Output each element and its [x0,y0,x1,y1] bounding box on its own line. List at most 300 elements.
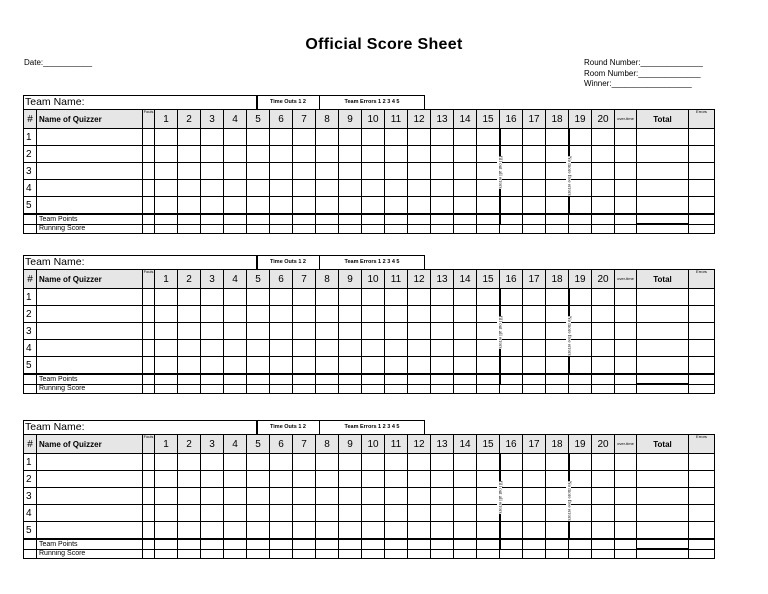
points-cell-q5[interactable] [247,214,270,224]
total-cell[interactable] [637,306,689,323]
quizzer-name-cell[interactable] [37,323,143,340]
score-cell-q12[interactable] [408,163,431,180]
score-cell-q11[interactable] [385,488,408,505]
score-cell-q19[interactable] [569,522,592,540]
points-cell-q2[interactable] [178,374,201,384]
score-cell-q17[interactable] [523,340,546,357]
errors-cell[interactable] [689,323,715,340]
points-cell-q8[interactable] [316,214,339,224]
score-cell-q2[interactable] [178,129,201,146]
points-cell-q2[interactable] [178,224,201,234]
points-cell-q6[interactable] [270,549,293,559]
score-cell-q20[interactable] [592,306,615,323]
overtime-cell[interactable] [615,289,637,306]
score-cell-q15[interactable] [477,289,500,306]
score-cell-q17[interactable] [523,454,546,471]
score-cell-q10[interactable] [362,146,385,163]
points-cell-q17[interactable] [523,224,546,234]
overtime-cell[interactable] [615,197,637,215]
quizzer-name-cell[interactable] [37,163,143,180]
quizzer-name-cell[interactable] [37,197,143,215]
score-cell-q1[interactable] [155,488,178,505]
overtime-cell[interactable] [615,163,637,180]
score-cell-q5[interactable] [247,146,270,163]
points-cell-q4[interactable] [224,549,247,559]
points-cell-q19[interactable] [569,224,592,234]
points-cell-q1[interactable] [155,224,178,234]
score-cell-q14[interactable] [454,129,477,146]
points-cell-q6[interactable] [270,224,293,234]
total-points-cell[interactable] [637,549,689,559]
score-cell-q4[interactable] [224,323,247,340]
score-cell-q14[interactable] [454,505,477,522]
score-cell-q20[interactable] [592,340,615,357]
score-cell-q3[interactable] [201,197,224,215]
points-cell-q16[interactable] [500,374,523,384]
score-cell-q7[interactable] [293,522,316,540]
score-cell-q10[interactable] [362,323,385,340]
score-cell-q7[interactable] [293,306,316,323]
score-cell-q19[interactable] [569,471,592,488]
score-cell-q5[interactable] [247,323,270,340]
score-cell-q1[interactable] [155,471,178,488]
points-cell-q17[interactable] [523,214,546,224]
points-cell-q5[interactable] [247,384,270,394]
overtime-points-cell[interactable] [615,224,637,234]
overtime-cell[interactable] [615,180,637,197]
score-cell-q4[interactable] [224,505,247,522]
score-cell-q8[interactable] [316,146,339,163]
points-cell-q17[interactable] [523,549,546,559]
points-cell-q8[interactable] [316,539,339,549]
score-cell-q12[interactable] [408,306,431,323]
quizzer-name-cell[interactable] [37,146,143,163]
score-cell-q2[interactable] [178,163,201,180]
score-cell-q7[interactable] [293,129,316,146]
points-cell-q6[interactable] [270,539,293,549]
total-cell[interactable] [637,505,689,522]
score-cell-q11[interactable] [385,146,408,163]
score-cell-q11[interactable] [385,471,408,488]
score-cell-q19[interactable] [569,454,592,471]
points-cell-q13[interactable] [431,224,454,234]
score-cell-q19[interactable] [569,163,592,180]
points-cell-q7[interactable] [293,384,316,394]
points-cell-q16[interactable] [500,539,523,549]
score-cell-q13[interactable] [431,306,454,323]
score-cell-q17[interactable] [523,505,546,522]
score-cell-q7[interactable] [293,505,316,522]
score-cell-q7[interactable] [293,323,316,340]
score-cell-q3[interactable] [201,357,224,375]
points-cell-q11[interactable] [385,214,408,224]
points-cell-q16[interactable] [500,384,523,394]
score-cell-q4[interactable] [224,197,247,215]
score-cell-q17[interactable] [523,197,546,215]
fouls-cell[interactable] [143,505,155,522]
score-cell-q16[interactable] [500,289,523,306]
score-cell-q19[interactable] [569,146,592,163]
score-cell-q9[interactable] [339,454,362,471]
points-cell-q10[interactable] [362,384,385,394]
score-cell-q16[interactable] [500,180,523,197]
score-cell-q2[interactable] [178,340,201,357]
score-cell-q19[interactable] [569,289,592,306]
points-cell-q18[interactable] [546,384,569,394]
score-cell-q10[interactable] [362,340,385,357]
points-cell-q20[interactable] [592,384,615,394]
fouls-cell[interactable] [143,522,155,540]
score-cell-q16[interactable] [500,522,523,540]
score-cell-q7[interactable] [293,357,316,375]
points-cell-q19[interactable] [569,374,592,384]
score-cell-q8[interactable] [316,180,339,197]
score-cell-q12[interactable] [408,146,431,163]
score-cell-q4[interactable] [224,471,247,488]
score-cell-q5[interactable] [247,454,270,471]
errors-cell[interactable] [689,129,715,146]
score-cell-q14[interactable] [454,146,477,163]
points-cell-q8[interactable] [316,549,339,559]
score-cell-q8[interactable] [316,306,339,323]
score-cell-q6[interactable] [270,129,293,146]
score-cell-q13[interactable] [431,471,454,488]
score-cell-q15[interactable] [477,454,500,471]
score-cell-q18[interactable] [546,522,569,540]
total-points-cell[interactable] [637,224,689,234]
score-cell-q13[interactable] [431,289,454,306]
score-cell-q6[interactable] [270,146,293,163]
points-cell-q16[interactable] [500,214,523,224]
points-cell-q8[interactable] [316,374,339,384]
points-cell-q10[interactable] [362,374,385,384]
score-cell-q2[interactable] [178,471,201,488]
score-cell-q6[interactable] [270,357,293,375]
score-cell-q10[interactable] [362,522,385,540]
score-cell-q6[interactable] [270,289,293,306]
score-cell-q6[interactable] [270,454,293,471]
score-cell-q16[interactable] [500,323,523,340]
score-cell-q18[interactable] [546,357,569,375]
score-cell-q1[interactable] [155,306,178,323]
score-cell-q3[interactable] [201,129,224,146]
score-cell-q13[interactable] [431,146,454,163]
score-cell-q7[interactable] [293,289,316,306]
points-cell-q4[interactable] [224,384,247,394]
score-cell-q10[interactable] [362,357,385,375]
score-cell-q12[interactable] [408,522,431,540]
score-cell-q19[interactable] [569,357,592,375]
score-cell-q8[interactable] [316,505,339,522]
score-cell-q4[interactable] [224,357,247,375]
score-cell-q9[interactable] [339,197,362,215]
score-cell-q6[interactable] [270,323,293,340]
total-cell[interactable] [637,522,689,540]
points-cell-q5[interactable] [247,539,270,549]
score-cell-q3[interactable] [201,323,224,340]
points-cell-q14[interactable] [454,549,477,559]
score-cell-q3[interactable] [201,454,224,471]
score-cell-q12[interactable] [408,488,431,505]
score-cell-q16[interactable] [500,306,523,323]
overtime-cell[interactable] [615,488,637,505]
score-cell-q13[interactable] [431,163,454,180]
score-cell-q3[interactable] [201,306,224,323]
score-cell-q20[interactable] [592,454,615,471]
points-cell-q3[interactable] [201,549,224,559]
score-cell-q3[interactable] [201,522,224,540]
points-cell-q7[interactable] [293,539,316,549]
score-cell-q14[interactable] [454,488,477,505]
quizzer-name-cell[interactable] [37,454,143,471]
score-cell-q5[interactable] [247,471,270,488]
score-cell-q8[interactable] [316,323,339,340]
overtime-points-cell[interactable] [615,374,637,384]
score-cell-q15[interactable] [477,197,500,215]
total-cell[interactable] [637,471,689,488]
quizzer-name-cell[interactable] [37,505,143,522]
score-cell-q11[interactable] [385,340,408,357]
score-cell-q16[interactable] [500,129,523,146]
fouls-cell[interactable] [143,488,155,505]
score-cell-q16[interactable] [500,163,523,180]
errors-cell[interactable] [689,306,715,323]
score-cell-q19[interactable] [569,197,592,215]
points-cell-q3[interactable] [201,384,224,394]
score-cell-q14[interactable] [454,454,477,471]
score-cell-q19[interactable] [569,340,592,357]
team-name-field[interactable]: Team Name: [23,255,258,269]
total-cell[interactable] [637,323,689,340]
score-cell-q6[interactable] [270,522,293,540]
score-cell-q13[interactable] [431,323,454,340]
score-cell-q8[interactable] [316,129,339,146]
total-cell[interactable] [637,488,689,505]
score-cell-q5[interactable] [247,180,270,197]
score-cell-q10[interactable] [362,289,385,306]
score-cell-q3[interactable] [201,340,224,357]
score-cell-q18[interactable] [546,129,569,146]
score-cell-q6[interactable] [270,180,293,197]
points-cell-q11[interactable] [385,539,408,549]
points-cell-q9[interactable] [339,549,362,559]
score-cell-q1[interactable] [155,522,178,540]
total-cell[interactable] [637,197,689,215]
score-cell-q8[interactable] [316,454,339,471]
points-cell-q1[interactable] [155,539,178,549]
score-cell-q7[interactable] [293,471,316,488]
points-cell-q6[interactable] [270,214,293,224]
score-cell-q18[interactable] [546,454,569,471]
overtime-cell[interactable] [615,357,637,375]
overtime-cell[interactable] [615,454,637,471]
score-cell-q13[interactable] [431,357,454,375]
points-cell-q15[interactable] [477,384,500,394]
score-cell-q6[interactable] [270,197,293,215]
score-cell-q3[interactable] [201,488,224,505]
score-cell-q20[interactable] [592,471,615,488]
points-cell-q11[interactable] [385,374,408,384]
fouls-cell[interactable] [143,197,155,215]
score-cell-q1[interactable] [155,357,178,375]
score-cell-q8[interactable] [316,471,339,488]
score-cell-q7[interactable] [293,197,316,215]
points-cell-q14[interactable] [454,374,477,384]
fouls-cell[interactable] [143,180,155,197]
points-cell-q1[interactable] [155,214,178,224]
total-points-cell[interactable] [637,384,689,394]
points-cell-q18[interactable] [546,224,569,234]
score-cell-q8[interactable] [316,163,339,180]
errors-cell[interactable] [689,505,715,522]
total-cell[interactable] [637,146,689,163]
points-cell-q4[interactable] [224,539,247,549]
score-cell-q5[interactable] [247,163,270,180]
score-cell-q8[interactable] [316,340,339,357]
score-cell-q15[interactable] [477,357,500,375]
points-cell-q6[interactable] [270,374,293,384]
points-cell-q15[interactable] [477,214,500,224]
overtime-cell[interactable] [615,471,637,488]
points-cell-q13[interactable] [431,549,454,559]
score-cell-q14[interactable] [454,306,477,323]
score-cell-q13[interactable] [431,340,454,357]
points-cell-q12[interactable] [408,214,431,224]
score-cell-q10[interactable] [362,180,385,197]
score-cell-q17[interactable] [523,163,546,180]
score-cell-q4[interactable] [224,129,247,146]
points-cell-q9[interactable] [339,374,362,384]
score-cell-q9[interactable] [339,357,362,375]
score-cell-q20[interactable] [592,163,615,180]
points-cell-q13[interactable] [431,214,454,224]
score-cell-q1[interactable] [155,454,178,471]
points-cell-q9[interactable] [339,539,362,549]
score-cell-q6[interactable] [270,306,293,323]
score-cell-q14[interactable] [454,323,477,340]
points-cell-q13[interactable] [431,384,454,394]
score-cell-q7[interactable] [293,488,316,505]
score-cell-q4[interactable] [224,289,247,306]
points-cell-q8[interactable] [316,224,339,234]
total-cell[interactable] [637,129,689,146]
score-cell-q20[interactable] [592,488,615,505]
quizzer-name-cell[interactable] [37,289,143,306]
score-cell-q19[interactable] [569,323,592,340]
score-cell-q14[interactable] [454,163,477,180]
points-cell-q3[interactable] [201,224,224,234]
fouls-cell[interactable] [143,340,155,357]
score-cell-q19[interactable] [569,306,592,323]
score-cell-q14[interactable] [454,340,477,357]
score-cell-q5[interactable] [247,129,270,146]
overtime-points-cell[interactable] [615,214,637,224]
score-cell-q13[interactable] [431,488,454,505]
points-cell-q20[interactable] [592,374,615,384]
score-cell-q3[interactable] [201,180,224,197]
score-cell-q20[interactable] [592,522,615,540]
points-cell-q7[interactable] [293,374,316,384]
overtime-cell[interactable] [615,522,637,540]
score-cell-q2[interactable] [178,197,201,215]
points-cell-q14[interactable] [454,214,477,224]
score-cell-q9[interactable] [339,289,362,306]
points-cell-q3[interactable] [201,374,224,384]
score-cell-q13[interactable] [431,197,454,215]
score-cell-q12[interactable] [408,454,431,471]
errors-cell[interactable] [689,197,715,215]
score-cell-q5[interactable] [247,340,270,357]
score-cell-q12[interactable] [408,289,431,306]
points-cell-q5[interactable] [247,374,270,384]
score-cell-q16[interactable] [500,488,523,505]
total-cell[interactable] [637,180,689,197]
points-cell-q18[interactable] [546,549,569,559]
score-cell-q9[interactable] [339,129,362,146]
score-cell-q13[interactable] [431,454,454,471]
score-cell-q4[interactable] [224,454,247,471]
score-cell-q9[interactable] [339,146,362,163]
score-cell-q20[interactable] [592,180,615,197]
score-cell-q10[interactable] [362,471,385,488]
points-cell-q19[interactable] [569,539,592,549]
score-cell-q20[interactable] [592,323,615,340]
total-cell[interactable] [637,289,689,306]
score-cell-q1[interactable] [155,197,178,215]
points-cell-q7[interactable] [293,214,316,224]
score-cell-q17[interactable] [523,146,546,163]
points-cell-q4[interactable] [224,214,247,224]
score-cell-q19[interactable] [569,129,592,146]
points-cell-q11[interactable] [385,549,408,559]
overtime-cell[interactable] [615,146,637,163]
fouls-cell[interactable] [143,289,155,306]
points-cell-q14[interactable] [454,539,477,549]
points-cell-q4[interactable] [224,374,247,384]
quizzer-name-cell[interactable] [37,357,143,375]
score-cell-q11[interactable] [385,306,408,323]
quizzer-name-cell[interactable] [37,306,143,323]
score-cell-q12[interactable] [408,471,431,488]
score-cell-q1[interactable] [155,323,178,340]
score-cell-q16[interactable] [500,197,523,215]
points-cell-q10[interactable] [362,224,385,234]
score-cell-q3[interactable] [201,146,224,163]
score-cell-q8[interactable] [316,488,339,505]
score-cell-q6[interactable] [270,488,293,505]
score-cell-q16[interactable] [500,471,523,488]
points-cell-q1[interactable] [155,549,178,559]
points-cell-q19[interactable] [569,214,592,224]
score-cell-q14[interactable] [454,357,477,375]
score-cell-q17[interactable] [523,488,546,505]
points-cell-q4[interactable] [224,224,247,234]
score-cell-q12[interactable] [408,340,431,357]
score-cell-q4[interactable] [224,340,247,357]
score-cell-q17[interactable] [523,129,546,146]
score-cell-q11[interactable] [385,505,408,522]
total-cell[interactable] [637,454,689,471]
score-cell-q11[interactable] [385,129,408,146]
score-cell-q17[interactable] [523,306,546,323]
score-cell-q7[interactable] [293,180,316,197]
score-cell-q5[interactable] [247,505,270,522]
score-cell-q16[interactable] [500,340,523,357]
points-cell-q9[interactable] [339,384,362,394]
score-cell-q13[interactable] [431,129,454,146]
team-name-field[interactable]: Team Name: [23,95,258,109]
score-cell-q20[interactable] [592,197,615,215]
